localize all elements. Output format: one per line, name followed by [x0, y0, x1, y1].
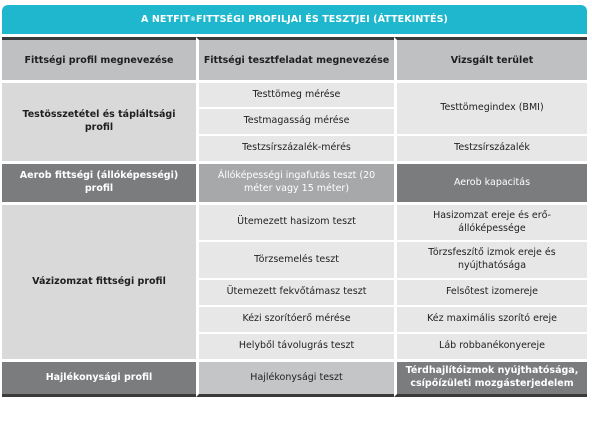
profile-aerobic: Aerob fittségi (állóképességi) profil: [2, 161, 196, 202]
table-row: [2, 359, 587, 397]
test-cell: Állóképességi ingafutás teszt (20 méter vagy 15 méter): [196, 161, 394, 202]
test-cell: Ütemezett hasizom teszt: [196, 202, 394, 240]
test-cell: Testtömeg mérése: [196, 80, 394, 107]
test-cell: Testmagasság mérése: [196, 107, 394, 134]
test-cell: Testzsírszázalék-mérés: [196, 134, 394, 161]
area-cell: Aerob kapacitás: [394, 161, 587, 202]
table-row: [2, 161, 587, 202]
profile-musculoskeletal: Vázizomzat fittségi profil: [2, 202, 196, 359]
area-cell: Kéz maximális szorító ereje: [394, 305, 587, 332]
area-cell: Felsőtest izomereje: [394, 278, 587, 305]
test-cell: Törzsemelés teszt: [196, 240, 394, 278]
table-row: [2, 80, 587, 107]
test-cell: Kézi szorítóerő mérése: [196, 305, 394, 332]
area-cell: Törzsfeszítő izmok ereje és nyújthatósága: [394, 240, 587, 278]
area-cell: Testtömegindex (BMI): [394, 80, 587, 134]
area-cell: Hasizomzat ereje és erő-állóképessége: [394, 202, 587, 240]
table-title-banner: [2, 5, 587, 34]
profile-body-composition: Testösszetétel és tápláltsági profil: [2, 80, 196, 161]
area-cell: Térdhajlítóizmok nyújthatósága, csípőízületi mozgásterjedelem: [394, 359, 587, 397]
area-cell: Testzsírszázalék: [394, 134, 587, 161]
test-cell: Ütemezett fekvőtámasz teszt: [196, 278, 394, 305]
fitness-profiles-table: [2, 37, 587, 397]
area-cell: Láb robbanékonyereje: [394, 332, 587, 359]
header-test: Fittségi tesztfeladat megnevezése: [196, 37, 394, 80]
header-profile: Fittségi profil megnevezése: [2, 37, 196, 80]
header-area: Vizsgált terület: [394, 37, 587, 80]
profile-flexibility: Hajlékonysági profil: [2, 359, 196, 397]
table-row: [2, 202, 587, 240]
test-cell: Helyből távolugrás teszt: [196, 332, 394, 359]
title-suffix: FITTSÉGI PROFILJAI ÉS TESZTJEI (ÁTTEKINTÉS): [196, 14, 448, 25]
registered-mark: ®: [189, 16, 197, 23]
header-row: [2, 37, 587, 80]
test-cell: Hajlékonysági teszt: [196, 359, 394, 397]
title-prefix: A NETFIT: [141, 14, 190, 25]
